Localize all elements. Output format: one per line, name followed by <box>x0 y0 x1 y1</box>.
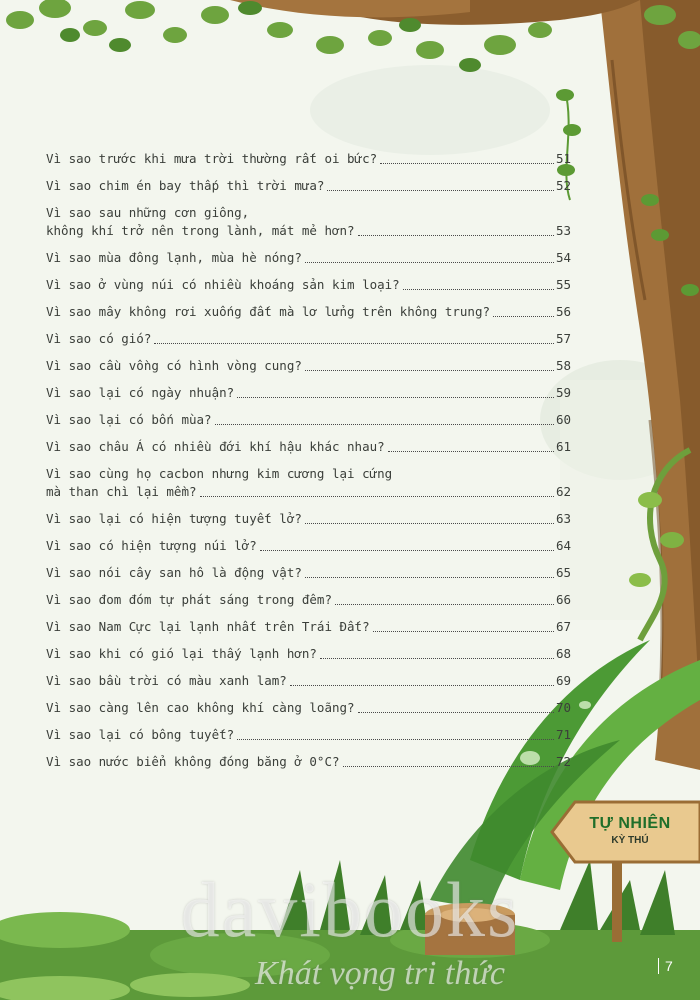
toc-entry <box>46 438 571 465</box>
toc-entry-page: 60 <box>555 412 571 427</box>
toc-entry <box>46 249 571 276</box>
toc-entry <box>46 699 571 726</box>
toc-entry-title: Vì sao nói cây san hô là động vật? <box>46 565 302 580</box>
watermark-slogan: Khát vọng tri thức <box>255 955 505 992</box>
toc-dot-leader <box>290 685 554 686</box>
toc-entry <box>46 303 571 330</box>
toc-dot-leader <box>215 424 554 425</box>
toc-entry-page: 65 <box>555 565 571 580</box>
toc-entry <box>46 357 571 384</box>
toc-entry <box>46 591 571 618</box>
toc-entry-title-line1: Vì sao cùng họ cacbon nhưng kim cương lại cứng <box>46 466 393 481</box>
toc-entry <box>46 330 571 357</box>
toc-entry-page: 71 <box>555 727 571 742</box>
toc-entry-page: 61 <box>555 439 571 454</box>
toc-dot-leader <box>320 658 554 659</box>
toc-dot-leader <box>380 163 554 164</box>
toc-entry-title: Vì sao có gió? <box>46 331 152 346</box>
toc-entry-title: Vì sao lại có ngày nhuận? <box>46 385 235 400</box>
toc-entry-title: Vì sao lại có bông tuyết? <box>46 727 235 742</box>
toc-entry-page: 53 <box>555 223 571 238</box>
toc-entry-title: Vì sao cầu vồng có hình vòng cung? <box>46 358 302 373</box>
toc-entry-title: Vì sao Nam Cực lại lạnh nhất trên Trái Đất? <box>46 619 370 634</box>
toc-entry-title: Vì sao nước biển không đóng băng ở 0°C? <box>46 754 340 769</box>
toc-dot-leader <box>237 739 554 740</box>
toc-entry-page: 67 <box>555 619 571 634</box>
toc-dot-leader <box>493 316 554 317</box>
toc-entry <box>46 753 571 780</box>
toc-entry-title: Vì sao đom đóm tự phát sáng trong đêm? <box>46 592 332 607</box>
toc-entry-title: Vì sao có hiện tượng núi lở? <box>46 538 257 553</box>
toc-entry-page: 55 <box>555 277 571 292</box>
toc-entry-page: 54 <box>555 250 571 265</box>
toc-entry-page: 69 <box>555 673 571 688</box>
toc-entry-title: Vì sao châu Á có nhiều đới khí hậu khác nhau? <box>46 439 385 454</box>
toc-entry-title: Vì sao ở vùng núi có nhiều khoáng sản kim loại? <box>46 277 400 292</box>
toc-entry <box>46 726 571 753</box>
toc-entry-page: 59 <box>555 385 571 400</box>
toc-entry-title: Vì sao trước khi mưa trời thường rất oi bức? <box>46 151 378 166</box>
toc-entry-page: 70 <box>555 700 571 715</box>
toc-dot-leader <box>358 712 554 713</box>
toc-entry <box>46 510 571 537</box>
toc-entry-page: 56 <box>555 304 571 319</box>
toc-entry-page: 51 <box>555 151 571 166</box>
toc-entry <box>46 177 571 204</box>
toc-dot-leader <box>260 550 554 551</box>
toc-dot-leader <box>305 262 554 263</box>
toc-entry-title: không khí trở nên trong lành, mát mẻ hơn? <box>46 223 355 238</box>
toc-dot-leader <box>327 190 553 191</box>
toc-entry <box>46 384 571 411</box>
toc-entry <box>46 564 571 591</box>
toc-entry <box>46 672 571 699</box>
toc-entry-title: Vì sao lại có hiện tượng tuyết lở? <box>46 511 302 526</box>
toc-entry <box>46 150 571 177</box>
toc-entry-title: Vì sao chim én bay thấp thì trời mưa? <box>46 178 325 193</box>
toc-dot-leader <box>373 631 554 632</box>
toc-dot-leader <box>388 451 554 452</box>
toc-entry-title: Vì sao lại có bốn mùa? <box>46 412 212 427</box>
toc-dot-leader <box>343 766 554 767</box>
toc-entry <box>46 204 571 249</box>
toc-entry <box>46 465 571 510</box>
toc-entry-page: 63 <box>555 511 571 526</box>
toc-entry-title: Vì sao bầu trời có màu xanh lam? <box>46 673 287 688</box>
toc-entry-page: 57 <box>555 331 571 346</box>
watermark-logo: davibooks <box>180 866 520 953</box>
toc-entry-title: Vì sao mây không rơi xuống đất mà lơ lửng trên không trung? <box>46 304 491 319</box>
toc-entry-title: Vì sao mùa đông lạnh, mùa hè nóng? <box>46 250 302 265</box>
toc-entry <box>46 537 571 564</box>
toc-entry-title-line1: Vì sao sau những cơn giông, <box>46 205 250 220</box>
toc-entry-page: 72 <box>555 754 571 769</box>
toc-entry-page: 68 <box>555 646 571 661</box>
toc-entry-page: 52 <box>555 178 571 193</box>
toc-dot-leader <box>305 523 554 524</box>
toc-dot-leader <box>154 343 554 344</box>
toc-dot-leader <box>237 397 554 398</box>
toc-entry-title: Vì sao càng lên cao không khí càng loãng? <box>46 700 355 715</box>
toc-entry-page: 66 <box>555 592 571 607</box>
toc-dot-leader <box>200 496 554 497</box>
sign-subtitle: KỲ THÚ <box>611 835 649 846</box>
toc-entry <box>46 411 571 438</box>
toc-dot-leader <box>403 289 554 290</box>
toc-entry-title: Vì sao khi có gió lại thấy lạnh hơn? <box>46 646 317 661</box>
toc-entry-page: 62 <box>555 484 571 499</box>
toc-entry-page: 64 <box>555 538 571 553</box>
page-number: 7 <box>658 958 695 974</box>
toc-dot-leader <box>305 370 554 371</box>
toc-entry <box>46 645 571 672</box>
toc-entry <box>46 276 571 303</box>
toc-dot-leader <box>305 577 554 578</box>
toc-entry-page: 58 <box>555 358 571 373</box>
table-of-contents <box>46 150 571 780</box>
toc-dot-leader <box>358 235 554 236</box>
toc-entry-title: mà than chì lại mềm? <box>46 484 197 499</box>
sign-title: TỰ NHIÊN <box>589 815 671 832</box>
toc-entry <box>46 618 571 645</box>
toc-dot-leader <box>335 604 554 605</box>
